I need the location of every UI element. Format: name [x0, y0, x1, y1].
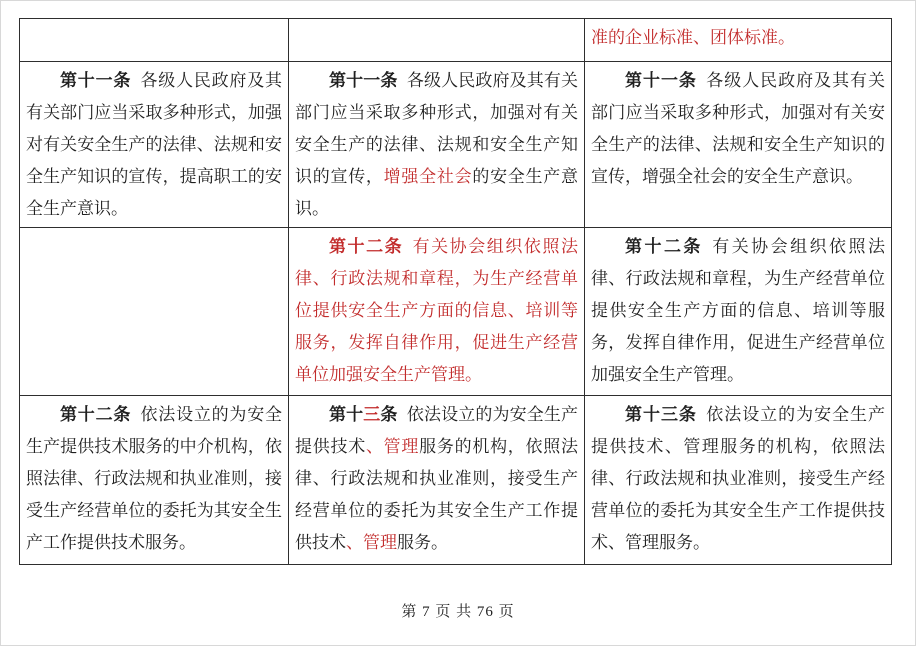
- cell-r4c2-article-13-marked: [289, 396, 585, 565]
- text-segment-changed: 增强全社会: [383, 167, 473, 186]
- article-number: 第十二条: [60, 405, 132, 424]
- cell-r3c3-article-12-new: [585, 228, 892, 396]
- cell-r3c1-empty: [20, 228, 289, 396]
- article-number: 第十: [329, 405, 364, 424]
- cell-r1c2-empty: [289, 19, 585, 62]
- cell-r2c1-article-11-old: [20, 62, 289, 228]
- text-segment: 的安全生产意识。: [295, 167, 579, 218]
- article-number: 第十三条: [625, 405, 697, 424]
- cell-r4c1-article-12-old: [20, 396, 289, 565]
- article-number-changed: 三: [363, 405, 381, 424]
- article-number: 第十一条: [625, 71, 697, 90]
- text-segment-changed: 有关协会组织依照法律、行政法规和章程，为生产经营单位提供安全生产方面的信息、培训等服务，发挥自律作用，促进生产经营单位加强安全生产管理。: [295, 237, 578, 384]
- table-row: [20, 19, 892, 62]
- article-number: 第十二条: [329, 237, 404, 256]
- table-row: [20, 396, 892, 565]
- cell-r2c3-article-11-new: [585, 62, 892, 228]
- text-segment: 依法设立的为安全生产提供技术: [295, 405, 579, 456]
- cell-r3c2-article-12-marked: [289, 228, 585, 396]
- article-number: 第十一条: [329, 71, 398, 90]
- text-segment: 各级人民政府及其有关部门应当采取多种形式，加强对有关安全生产的法律、法规和安全生产知识的宣传，: [295, 71, 579, 186]
- cell-r2c2-article-11-marked: [289, 62, 585, 228]
- law-comparison-table: [19, 18, 892, 565]
- text-segment: 有关协会组织依照法律、行政法规和章程，为生产经营单位提供安全生产方面的信息、培训等服务，发挥自律作用，促进生产经营单位加强安全生产管理。: [591, 237, 886, 384]
- page-number-footer: 第 7 页 共 76 页: [401, 604, 515, 620]
- text-segment: 服务的机构，依照法律、行政法规和执业准则，接受生产经营单位的委托为其安全生产工作提供技术: [295, 437, 579, 552]
- article-number: 第十二条: [625, 237, 703, 256]
- table-row: [20, 62, 892, 228]
- cell-r4c3-article-13-new: [585, 396, 892, 565]
- text-segment-changed: 、管理: [346, 533, 397, 552]
- text-segment: 服务。: [397, 533, 448, 552]
- text-segment-changed: 、管理: [365, 437, 420, 456]
- text-segment: 准的企业标准、团体标准。: [591, 28, 795, 47]
- cell-r1c1-empty: [20, 19, 289, 62]
- article-number: 条: [380, 405, 398, 424]
- article-number: 第十一条: [60, 71, 132, 90]
- text-segment: 各级人民政府及其有关部门应当采取多种形式，加强对有关安全生产的法律、法规和安全生产知识的宣传，提高职工的安全生产意识。: [26, 71, 283, 218]
- text-segment: 依法设立的为安全生产提供技术、管理服务的机构，依照法律、行政法规和执业准则，接受生产经营单位的委托为其安全生产工作提供技术、管理服务。: [591, 405, 886, 552]
- text-segment: 各级人民政府及其有关部门应当采取多种形式，加强对有关安全生产的法律、法规和安全生产知识的宣传，增强全社会的安全生产意识。: [591, 71, 886, 186]
- text-segment: 依法设立的为安全生产提供技术服务的中介机构，依照法律、行政法规和执业准则，接受生产经营单位的委托为其安全生产工作提供技术服务。: [26, 405, 283, 552]
- cell-r1c3-continuation: [585, 19, 892, 62]
- table-row: [20, 228, 892, 396]
